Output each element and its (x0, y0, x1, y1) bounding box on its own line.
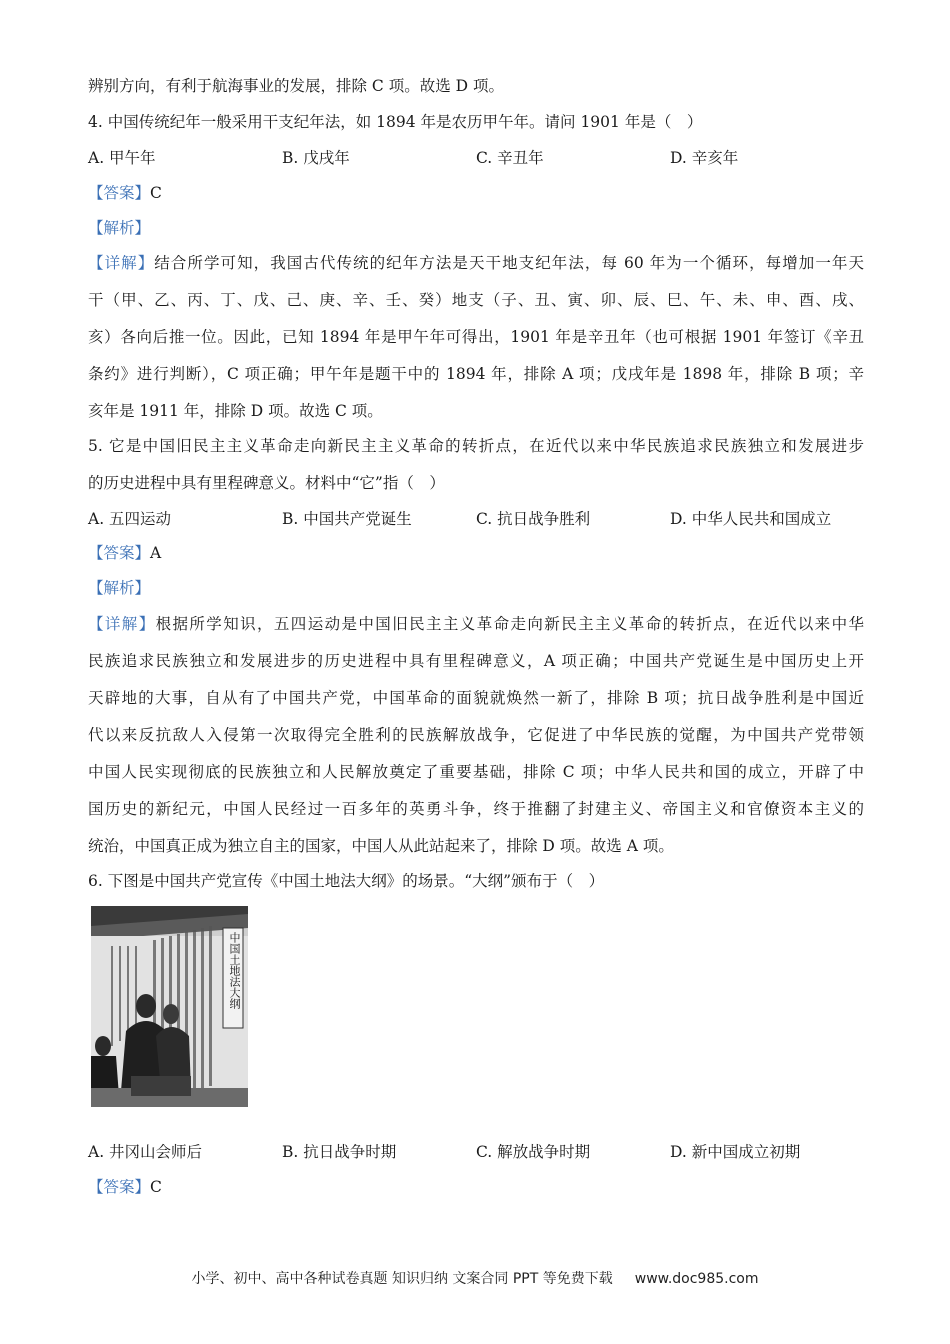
q6-option-d: D. 新中国成立初期 (670, 1143, 801, 1161)
answer-value: C (150, 184, 162, 202)
detail-tag: 【详解】 (88, 615, 156, 633)
answer-value: A (150, 544, 162, 562)
q4-option-c: C. 辛丑年 (476, 149, 544, 167)
q5-detail-line: 天辟地的大事，自从有了中国共产党，中国革命的面貌就焕然一新了，排除 B 项；抗日战争胜利是中国近 (88, 689, 864, 707)
q4-detail-line: 亥年是 1911 年，排除 D 项。故选 C 项。 (88, 402, 383, 420)
q6-option-a: A. 井冈山会师后 (88, 1143, 203, 1161)
q4-option-d: D. 辛亥年 (670, 149, 739, 167)
q4-answer (88, 183, 162, 203)
answer-value: C (150, 1178, 162, 1196)
q6-option-c: C. 解放战争时期 (476, 1143, 591, 1161)
q4-detail-line: 条约》进行判断），C 项正确；甲午年是题干中的 1894 年，排除 A 项；戊戌年是 1898 年，排除 B 项；辛 (88, 365, 864, 383)
q5-option-b: B. 中国共产党诞生 (282, 510, 412, 528)
q5-option-a: A. 五四运动 (88, 510, 172, 528)
question-6-stem: 6. 下图是中国共产党宣传《中国土地法大纲》的场景。“大纲”颁布于（ ） (88, 872, 605, 890)
text-line: 辨别方向，有利于航海事业的发展，排除 C 项。故选 D 项。 (88, 77, 504, 95)
answer-tag: 【答案】 (88, 184, 151, 202)
q5-option-c: C. 抗日战争胜利 (476, 510, 591, 528)
q6-option-b: B. 抗日战争时期 (282, 1143, 397, 1161)
q5-analysis-tag: 【解析】 (88, 579, 151, 597)
q4-detail-line: 干（甲、乙、丙、丁、戊、己、庚、辛、壬、癸）地支（子、丑、寅、卯、辰、巳、午、未、申、酉、戌、 (88, 291, 864, 309)
q5-detail-line (88, 614, 864, 634)
detail-tag: 【详解】 (88, 254, 155, 272)
q5-detail-line: 中国人民实现彻底的民族独立和人民解放奠定了重要基础，排除 C 项；中华人民共和国的成立，开辟了中 (88, 763, 864, 781)
photo-wall-title: 中国土地法大纲 (228, 932, 241, 1009)
q6-answer (88, 1177, 162, 1197)
q4-option-b: B. 戊戌年 (282, 149, 350, 167)
page-footer (0, 1270, 950, 1288)
detail-text: 结合所学可知，我国古代传统的纪年方法是天干地支纪年法，每 60 年为一个循环，每增加一年天 (154, 254, 864, 272)
answer-tag: 【答案】 (88, 1178, 151, 1196)
q4-analysis-tag: 【解析】 (88, 219, 151, 237)
footer-url[interactable]: www.doc985.com (634, 1271, 759, 1287)
question-5-stem: 5. 它是中国旧民主主义革命走向新民主主义革命的转折点，在近代以来中华民族追求民族独立和发展进步 (88, 437, 864, 455)
q5-detail-line: 代以来反抗敌人入侵第一次取得完全胜利的民族解放战争，它促进了中华民族的觉醒，为中国共产党带领 (88, 726, 864, 744)
q4-detail-line: 亥）各向后推一位。因此，已知 1894 年是甲午年可得出，1901 年是辛丑年（也可根据 1901 年签订《辛丑 (88, 328, 864, 346)
q5-detail-line: 民族追求民族独立和发展进步的历史进程中具有里程碑意义，A 项正确；中国共产党诞生是中国历史上开 (88, 652, 864, 670)
question-4-stem: 4. 中国传统纪年一般采用干支纪年法，如 1894 年是农历甲午年。请问 1901 年是（ ） (88, 113, 703, 131)
question-5-stem: 的历史进程中具有里程碑意义。材料中“它”指（ ） (88, 474, 445, 492)
q5-option-d: D. 中华人民共和国成立 (670, 510, 832, 528)
q4-detail-line (88, 253, 864, 273)
q4-option-a: A. 甲午年 (88, 149, 156, 167)
q5-detail-line: 国历史的新纪元，中国人民经过一百多年的英勇斗争，终于推翻了封建主义、帝国主义和官僚资本主义的 (88, 800, 864, 818)
land-law-photo (91, 906, 248, 1107)
q5-answer (88, 543, 161, 563)
footer-text: 小学、初中、高中各种试卷真题 知识归纳 文案合同 PPT 等免费下载 (191, 1271, 613, 1287)
q5-detail-line: 统治，中国真正成为独立自主的国家，中国人从此站起来了，排除 D 项。故选 A 项。 (88, 837, 674, 855)
detail-text: 根据所学知识，五四运动是中国旧民主主义革命走向新民主主义革命的转折点，在近代以来中华 (155, 615, 864, 633)
answer-tag: 【答案】 (88, 544, 151, 562)
